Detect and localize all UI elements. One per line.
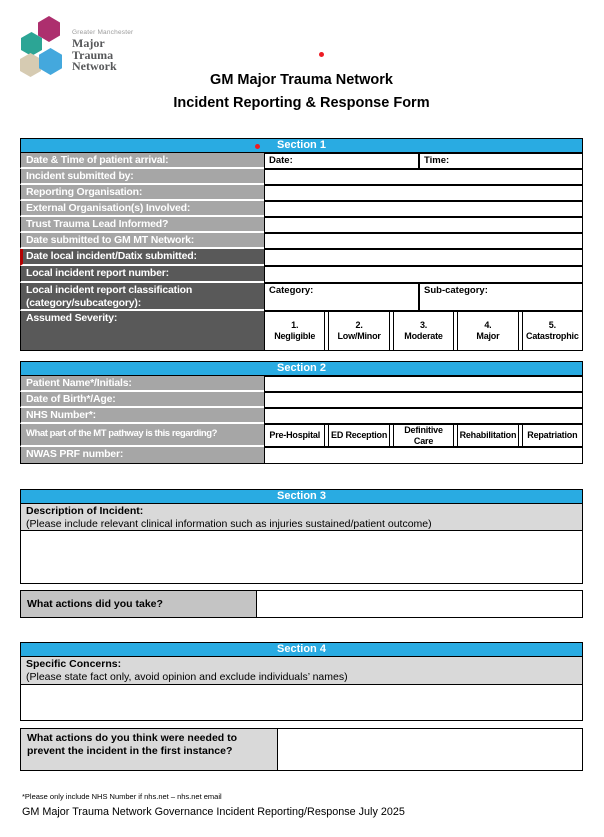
pathway-options [264, 424, 583, 447]
specific-concerns-hint: (Please state fact only, avoid opinion and exclude individuals’ names) [26, 671, 348, 683]
label-patient-name: Patient Name*/Initials: [20, 376, 264, 392]
time-field[interactable] [419, 153, 583, 169]
specific-concerns-header [20, 657, 583, 685]
row-nwas-prf [20, 447, 583, 464]
date-field[interactable] [264, 153, 419, 169]
date-submitted-gmmt-field[interactable] [264, 233, 583, 249]
row-date-local-datix [20, 249, 583, 266]
pathway-option-repatriation[interactable]: Repatriation [522, 424, 583, 447]
label-local-incident-number: Local incident report number: [20, 266, 264, 283]
category-field[interactable] [264, 283, 419, 311]
row-prevention-actions [20, 728, 583, 771]
date-field-label: Date: [269, 155, 293, 166]
row-external-organisations [20, 201, 583, 217]
severity-num: 1. [291, 320, 299, 330]
label-reporting-organisation: Reporting Organisation: [20, 185, 264, 201]
logo-text [72, 29, 140, 73]
label-mt-pathway: What part of the MT pathway is this regarding? [20, 424, 264, 447]
severity-option-low-minor[interactable] [328, 311, 389, 351]
label-trust-trauma-lead: Trust Trauma Lead Informed? [20, 217, 264, 233]
row-mt-pathway [20, 424, 583, 447]
external-organisations-field[interactable] [264, 201, 583, 217]
label-prevention-actions: What actions do you think were needed to prevent the incident in the first instance? [20, 728, 278, 771]
red-marker-dot [255, 144, 260, 149]
severity-options [264, 311, 583, 351]
section-1 [20, 138, 583, 351]
spacer [20, 721, 583, 728]
section-2-header-label: Section 2 [277, 362, 326, 374]
trust-trauma-lead-field[interactable] [264, 217, 583, 233]
severity-name: Major [476, 331, 500, 341]
local-incident-number-field[interactable] [264, 266, 583, 283]
row-date-submitted-gmmt [20, 233, 583, 249]
section-2-header [20, 361, 583, 376]
row-actions-taken [20, 590, 583, 618]
row-reporting-organisation [20, 185, 583, 201]
logo-region-text: Greater Manchester [72, 29, 134, 36]
section-3-header [20, 489, 583, 504]
label-external-organisations: External Organisation(s) Involved: [20, 201, 264, 217]
row-nhs-number [20, 408, 583, 424]
severity-num: 4. [484, 320, 492, 330]
severity-option-moderate[interactable] [393, 311, 454, 351]
severity-option-catastrophic[interactable] [522, 311, 583, 351]
page-title-line2: Incident Reporting & Response Form [173, 95, 430, 111]
severity-option-major[interactable] [457, 311, 518, 351]
row-assumed-severity [20, 311, 583, 351]
label-assumed-severity: Assumed Severity: [20, 311, 264, 351]
description-of-incident-textarea[interactable] [20, 531, 583, 584]
pathway-option-rehabilitation[interactable]: Rehabilitation [457, 424, 518, 447]
severity-name: Negligible [274, 331, 316, 341]
severity-num: 5. [548, 320, 556, 330]
actions-taken-field[interactable] [257, 590, 583, 618]
row-incident-submitted-by [20, 169, 583, 185]
label-nhs-number: NHS Number*: [20, 408, 264, 424]
date-local-datix-field[interactable] [264, 249, 583, 266]
section-1-header [20, 138, 583, 153]
prevention-actions-field[interactable] [278, 728, 583, 771]
section-1-header-label: Section 1 [277, 139, 326, 151]
logo-name-line1: Major Trauma [72, 36, 114, 62]
subcategory-field-label: Sub-category: [424, 285, 488, 296]
row-local-incident-number [20, 266, 583, 283]
nhs-number-footnote: *Please only include NHS Number if nhs.net – nhs.net email [22, 792, 222, 801]
section-3 [20, 489, 583, 618]
patient-name-field[interactable] [264, 376, 583, 392]
severity-option-negligible[interactable] [264, 311, 325, 351]
section-4 [20, 642, 583, 771]
description-of-incident-header [20, 504, 583, 531]
row-patient-arrival [20, 153, 583, 169]
section-4-header-label: Section 4 [277, 643, 326, 655]
severity-name: Moderate [404, 331, 443, 341]
label-nwas-prf: NWAS PRF number: [20, 447, 264, 464]
row-date-of-birth [20, 392, 583, 408]
pathway-option-definitive-care[interactable]: Definitive Care [393, 424, 454, 447]
label-incident-classification: Local incident report classification (category/subcategory): [20, 283, 264, 311]
section-4-header [20, 642, 583, 657]
description-title: Description of Incident: [26, 505, 144, 517]
label-date-submitted-gmmt: Date submitted to GM MT Network: [20, 233, 264, 249]
nhs-number-field[interactable] [264, 408, 583, 424]
document-reference: GM Major Trauma Network Governance Incident Reporting/Response July 2025 [22, 806, 405, 818]
specific-concerns-textarea[interactable] [20, 685, 583, 721]
label-date-local-datix: Date local incident/Datix submitted: [20, 249, 264, 266]
time-field-label: Time: [424, 155, 450, 166]
description-hint: (Please include relevant clinical information such as injuries sustained/patient outcome) [26, 518, 432, 530]
incident-submitted-by-field[interactable] [264, 169, 583, 185]
severity-num: 2. [355, 320, 363, 330]
category-field-label: Category: [269, 285, 314, 296]
section-2 [20, 361, 583, 464]
row-patient-name [20, 376, 583, 392]
gm-major-trauma-network-logo [20, 13, 140, 77]
subcategory-field[interactable] [419, 283, 583, 311]
section-3-header-label: Section 3 [277, 490, 326, 502]
reporting-organisation-field[interactable] [264, 185, 583, 201]
date-of-birth-field[interactable] [264, 392, 583, 408]
label-date-of-birth: Date of Birth*/Age: [20, 392, 264, 408]
severity-name: Catastrophic [526, 331, 579, 341]
row-trust-trauma-lead [20, 217, 583, 233]
pathway-option-ed-reception[interactable]: ED Reception [328, 424, 389, 447]
row-incident-classification [20, 283, 583, 311]
severity-name: Low/Minor [337, 331, 381, 341]
red-marker-dot [319, 52, 324, 57]
logo-name-text [72, 38, 140, 73]
label-patient-arrival: Date & Time of patient arrival: [20, 153, 264, 169]
specific-concerns-title: Specific Concerns: [26, 658, 122, 670]
label-actions-taken: What actions did you take? [20, 590, 257, 618]
severity-num: 3. [419, 320, 428, 330]
page-title [20, 69, 583, 115]
logo-name-line2: Network [72, 59, 117, 73]
page-title-line1: GM Major Trauma Network [210, 72, 393, 88]
nwas-prf-field[interactable] [264, 447, 583, 464]
pathway-option-pre-hospital[interactable]: Pre-Hospital [264, 424, 325, 447]
label-incident-submitted-by: Incident submitted by: [20, 169, 264, 185]
